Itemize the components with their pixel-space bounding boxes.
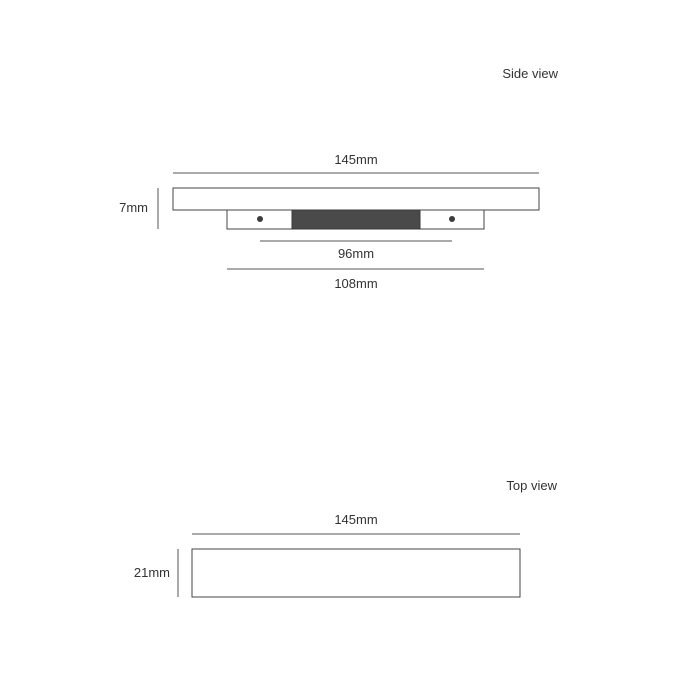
top-view-plate: [192, 549, 520, 597]
side-view-dark-insert: [292, 210, 420, 229]
top-view: [134, 478, 558, 597]
side-view-title: Side view: [502, 66, 558, 81]
side-view-hole-spacing-label: 96mm: [337, 246, 375, 261]
side-view-top-plate: [173, 188, 539, 210]
side-view-screw-hole-left: [257, 216, 263, 222]
side-view-length-label: 145mm: [334, 152, 378, 167]
side-view-screw-hole-right: [449, 216, 455, 222]
top-view-depth-label: 21mm: [133, 565, 170, 580]
side-view-height-label: 7mm: [119, 200, 148, 215]
side-view: [119, 66, 558, 291]
top-view-title: Top view: [506, 478, 557, 493]
side-view-base-length-label: 108mm: [334, 276, 378, 291]
top-view-length-label: 145mm: [334, 512, 378, 527]
